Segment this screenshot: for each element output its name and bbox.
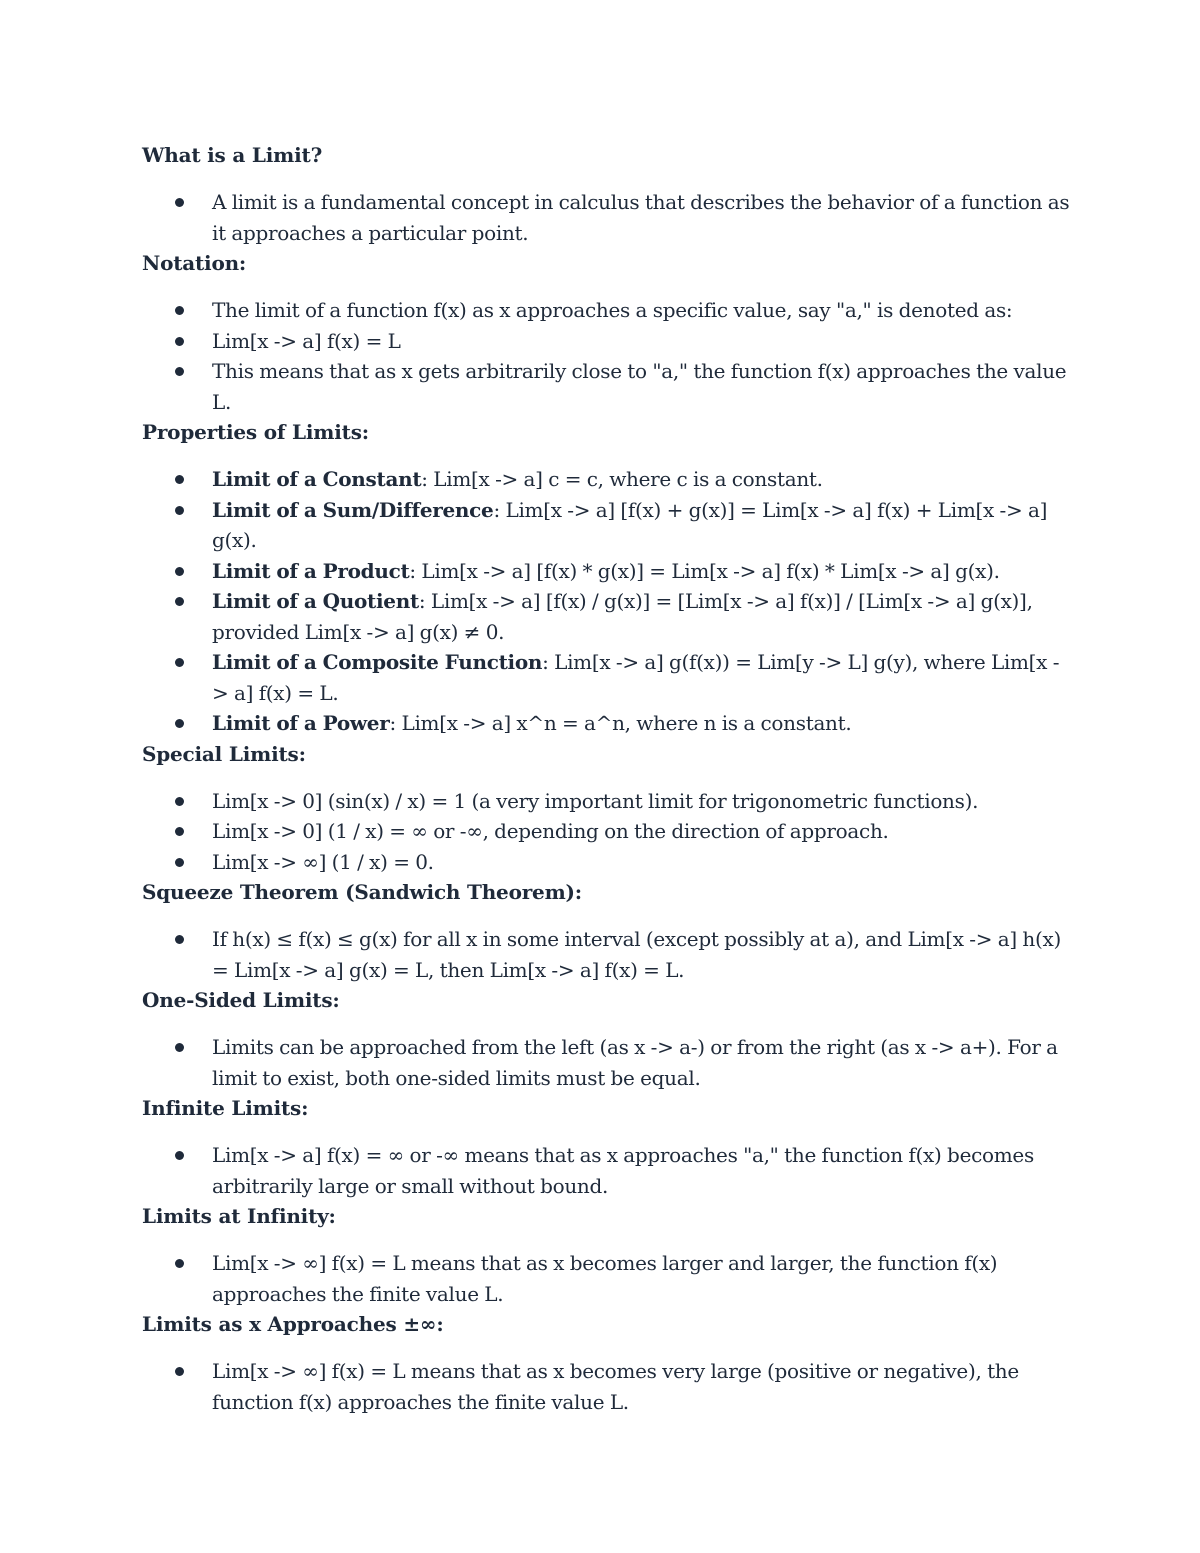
bullet-list xyxy=(142,1032,1072,1093)
list-item xyxy=(142,556,1072,587)
list-item xyxy=(142,356,1072,417)
item-text: Lim[x -> a] f(x) = ∞ or -∞ means that as x approaches "a," the function f(x) becomes arbitrarily large or small without bound. xyxy=(212,1143,1034,1198)
list-item xyxy=(142,708,1072,739)
list-item xyxy=(142,647,1072,708)
list-item xyxy=(142,1248,1072,1309)
item-term: Limit of a Power xyxy=(212,711,390,735)
item-text: : Lim[x -> a] c = c, where c is a constant. xyxy=(421,467,823,491)
item-text: : Lim[x -> a] x^n = a^n, where n is a constant. xyxy=(389,711,852,735)
bullet-list xyxy=(142,1248,1072,1309)
item-text: : Lim[x -> a] [f(x) / g(x)] = [Lim[x -> a] f(x)] / [Lim[x -> a] g(x)], provided Lim[x -> a] g(x) ≠ 0. xyxy=(212,589,1033,644)
bullet-icon xyxy=(175,719,184,728)
bullet-list xyxy=(142,464,1072,739)
list-item xyxy=(142,326,1072,357)
bullet-icon xyxy=(175,827,184,836)
bullet-icon xyxy=(175,198,184,207)
list-item xyxy=(142,1140,1072,1201)
item-text: A limit is a fundamental concept in calculus that describes the behavior of a function as it approaches a particular point. xyxy=(212,190,1070,245)
bullet-list xyxy=(142,187,1072,248)
list-item xyxy=(142,1356,1072,1417)
item-text: This means that as x gets arbitrarily close to "a," the function f(x) approaches the value L. xyxy=(212,359,1067,414)
bullet-icon xyxy=(175,597,184,606)
list-item xyxy=(142,786,1072,817)
bullet-icon xyxy=(175,1043,184,1052)
section-heading: Special Limits: xyxy=(142,741,306,766)
item-term: Limit of a Constant xyxy=(212,467,422,491)
bullet-list xyxy=(142,786,1072,878)
item-text: Lim[x -> 0] (sin(x) / x) = 1 (a very important limit for trigonometric functions). xyxy=(212,788,979,813)
bullet-icon xyxy=(175,1259,184,1268)
section-heading: Notation: xyxy=(142,251,247,275)
item-text: If h(x) ≤ f(x) ≤ g(x) for all x in some interval (except possibly at a), and Lim[x -> a] h(x) = Lim[x -> a] g(x) = L, then Lim[x -> a] f(x) = L. xyxy=(212,927,1061,982)
list-item xyxy=(142,187,1072,248)
bullet-icon xyxy=(175,1367,184,1376)
item-term: Limit of a Composite Function xyxy=(212,650,543,674)
bullet-icon xyxy=(175,797,184,806)
list-item xyxy=(142,295,1072,326)
bullet-icon xyxy=(175,1151,184,1160)
item-text: Lim[x -> a] f(x) = L xyxy=(212,328,401,353)
section-heading: Infinite Limits: xyxy=(142,1096,309,1120)
section-heading: One-Sided Limits: xyxy=(142,988,340,1012)
list-item xyxy=(142,495,1072,556)
list-item xyxy=(142,924,1072,985)
bullet-list xyxy=(142,1140,1072,1201)
item-text: Lim[x -> ∞] f(x) = L means that as x becomes larger and larger, the function f(x) approaches the finite value L. xyxy=(212,1251,998,1306)
bullet-icon xyxy=(175,658,184,667)
bullet-icon xyxy=(175,567,184,576)
item-text: Lim[x -> 0] (1 / x) = ∞ or -∞, depending on the direction of approach. xyxy=(212,819,889,843)
section-heading: What is a Limit? xyxy=(142,143,323,167)
bullet-icon xyxy=(175,475,184,484)
list-item xyxy=(142,1032,1072,1093)
bullet-icon xyxy=(175,506,184,515)
item-text: The limit of a function f(x) as x approaches a specific value, say "a," is denoted as: xyxy=(212,298,1013,322)
bullet-icon xyxy=(175,935,184,944)
list-item xyxy=(142,586,1072,647)
bullet-list xyxy=(142,295,1072,417)
item-text: Lim[x -> ∞] (1 / x) = 0. xyxy=(212,849,434,874)
document-page xyxy=(142,140,1072,1417)
section-heading: Limits as x Approaches ±∞: xyxy=(142,1312,444,1336)
bullet-icon xyxy=(175,306,184,315)
item-term: Limit of a Quotient xyxy=(212,589,419,613)
item-text: : Lim[x -> a] [f(x) + g(x)] = Lim[x -> a] f(x) + Lim[x -> a] g(x). xyxy=(212,497,1048,552)
item-term: Limit of a Sum/Difference xyxy=(212,497,494,522)
item-text: : Lim[x -> a] [f(x) * g(x)] = Lim[x -> a] f(x) * Lim[x -> a] g(x). xyxy=(409,558,1000,583)
section-heading: Squeeze Theorem (Sandwich Theorem): xyxy=(142,880,582,904)
bullet-icon xyxy=(175,337,184,346)
bullet-icon xyxy=(175,367,184,376)
bullet-list xyxy=(142,924,1072,985)
item-text: : Lim[x -> a] g(f(x)) = Lim[y -> L] g(y), where Lim[x -> a] f(x) = L. xyxy=(212,650,1060,705)
bullet-list xyxy=(142,1356,1072,1417)
item-text: Limits can be approached from the left (as x -> a-) or from the right (as x -> a+). For a limit to exist, both one-sided limits must be equal. xyxy=(212,1035,1058,1090)
list-item xyxy=(142,816,1072,847)
bullet-icon xyxy=(175,858,184,867)
list-item xyxy=(142,847,1072,878)
section-heading: Limits at Infinity: xyxy=(142,1204,336,1228)
item-text: Lim[x -> ∞] f(x) = L means that as x becomes very large (positive or negative), the function f(x) approaches the finite value L. xyxy=(212,1359,1019,1414)
list-item xyxy=(142,464,1072,495)
item-term: Limit of a Product xyxy=(212,558,410,583)
section-heading: Properties of Limits: xyxy=(142,420,369,444)
